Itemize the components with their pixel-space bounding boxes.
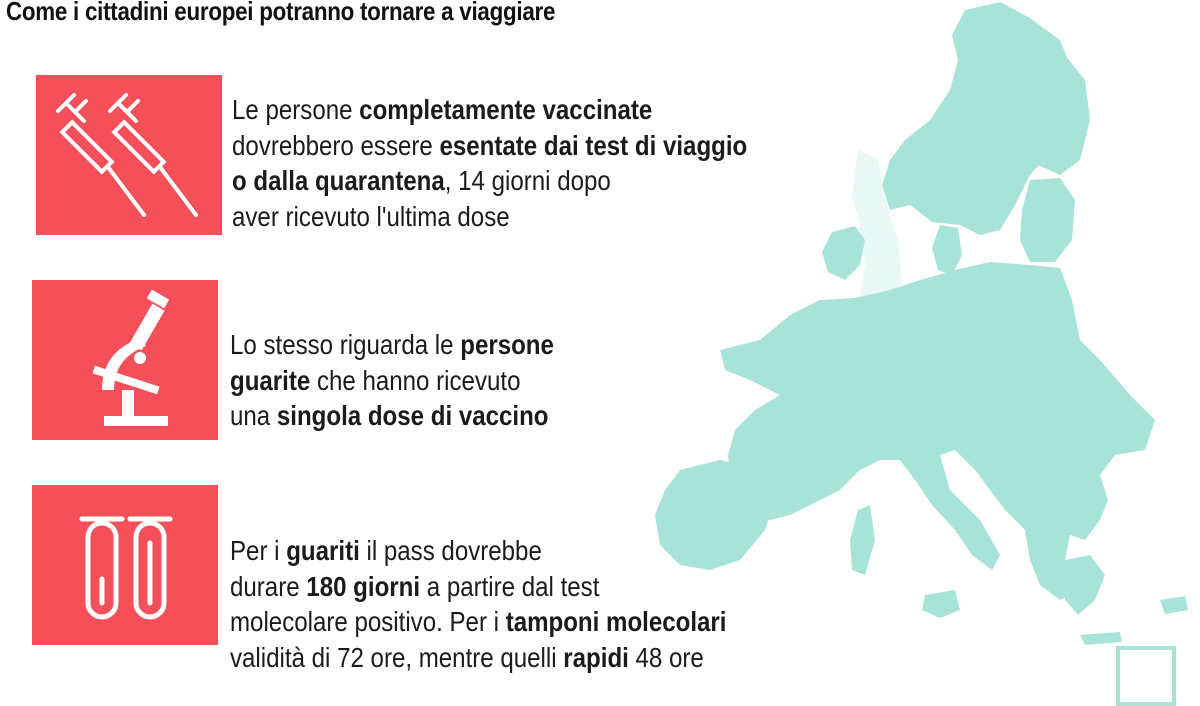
text: il pass dovrebbe bbox=[359, 535, 542, 566]
text-line bbox=[230, 327, 554, 363]
item-text-3 bbox=[230, 533, 726, 675]
text-line bbox=[230, 363, 554, 399]
text: dovrebbero essere bbox=[232, 129, 440, 161]
text-line bbox=[230, 569, 726, 605]
bold-text: 180 giorni bbox=[306, 570, 421, 602]
text: molecolare positivo. Per i bbox=[230, 606, 506, 637]
bold-text: o dalla quarantena bbox=[232, 165, 445, 196]
text-line bbox=[232, 92, 747, 128]
text-line bbox=[232, 163, 747, 199]
vaccinated-badge bbox=[36, 75, 222, 235]
text-line bbox=[230, 398, 554, 434]
text: validità di 72 ore, mentre quelli bbox=[230, 641, 564, 673]
text-line bbox=[230, 533, 726, 569]
text: Le persone bbox=[232, 94, 360, 125]
text: , 14 giorni dopo bbox=[444, 165, 611, 196]
text: una bbox=[230, 400, 277, 431]
bold-text: esentate dai test di viaggio bbox=[439, 129, 748, 161]
text: durare bbox=[230, 570, 307, 602]
syringe-icon bbox=[36, 75, 222, 235]
item-text-1 bbox=[232, 92, 747, 234]
bold-text: guarite bbox=[230, 364, 311, 396]
text: Per i bbox=[230, 535, 287, 566]
text-line bbox=[232, 128, 747, 164]
text-line bbox=[230, 604, 726, 640]
text: 48 ore bbox=[628, 641, 704, 673]
text: che hanno ricevuto bbox=[310, 364, 521, 396]
item-text-2 bbox=[230, 327, 554, 434]
text: aver ricevuto l'ultima dose bbox=[232, 200, 510, 232]
text: Lo stesso riguarda le bbox=[230, 329, 461, 360]
bold-text: persone bbox=[460, 329, 554, 360]
recovered-pass-badge bbox=[32, 485, 218, 645]
bold-text: tamponi molecolari bbox=[505, 606, 727, 637]
bold-text: guariti bbox=[286, 535, 360, 566]
recovered-badge bbox=[32, 280, 218, 440]
corner-logo bbox=[1116, 646, 1176, 706]
bold-text: completamente vaccinate bbox=[359, 94, 653, 125]
page-title: Come i cittadini europei potranno tornare a viaggiare bbox=[6, 0, 556, 26]
microscope-icon bbox=[32, 280, 218, 440]
text: a partire dal test bbox=[420, 570, 600, 602]
text-line bbox=[232, 199, 747, 235]
bold-text: singola dose di vaccino bbox=[276, 400, 549, 431]
bold-text: rapidi bbox=[563, 641, 629, 673]
test-tubes-icon bbox=[32, 485, 218, 645]
text-line bbox=[230, 640, 726, 676]
